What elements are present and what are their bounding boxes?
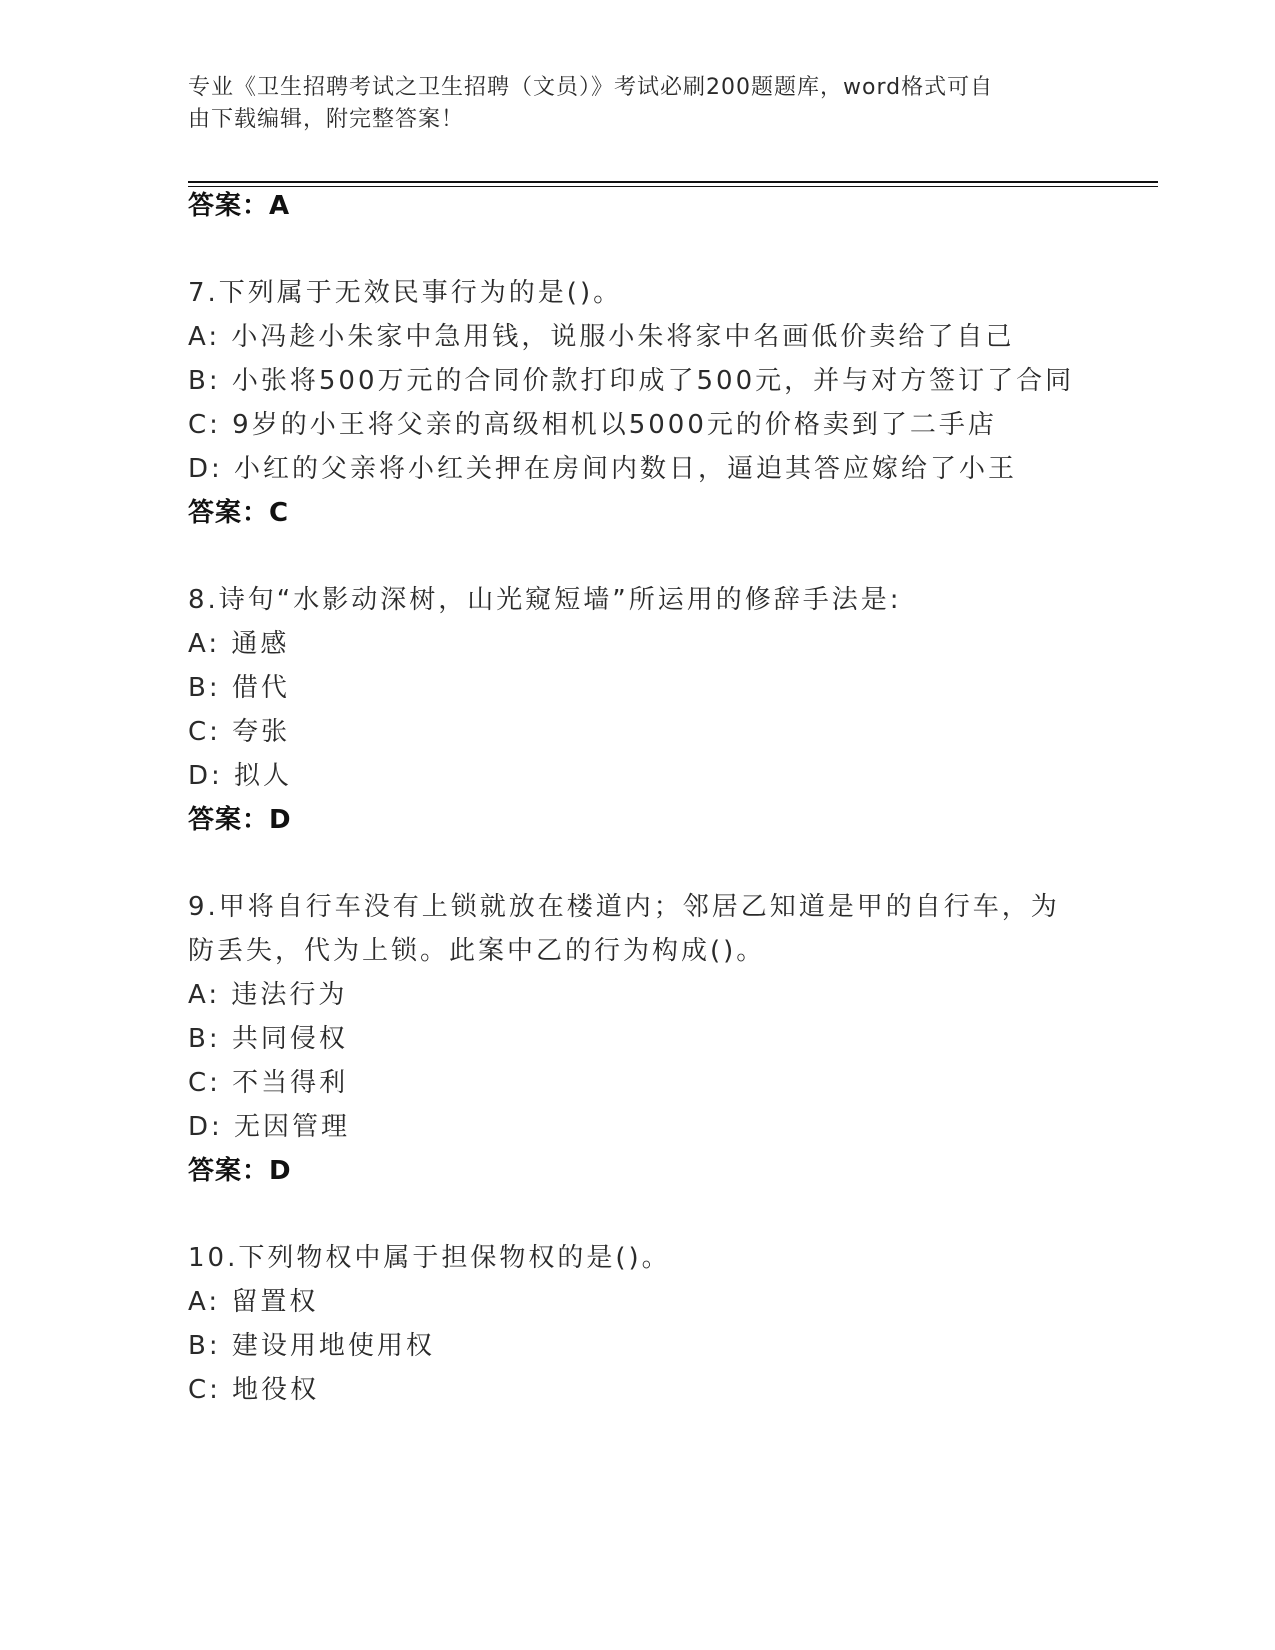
option-c: C: 9岁的小王将父亲的高级相机以5000元的价格卖到了二手店	[188, 410, 997, 440]
header-rule-thin	[188, 186, 1158, 187]
header-line-2: 由下载编辑，附完整答案！	[188, 107, 465, 132]
option-b: B: 建设用地使用权	[188, 1331, 435, 1361]
option-c: C: 不当得利	[188, 1068, 349, 1098]
option-a: A: 留置权	[188, 1287, 319, 1317]
question-stem: 10.下列物权中属于担保物权的是()。	[188, 1243, 671, 1273]
option-d: D: 无因管理	[188, 1112, 351, 1142]
option-a: A: 小冯趁小朱家中急用钱，说服小朱将家中名画低价卖给了自己	[188, 322, 1015, 352]
header-rule-thick	[188, 181, 1158, 183]
answer: 答案：D	[188, 1156, 292, 1186]
question-stem: 7.下列属于无效民事行为的是()。	[188, 278, 623, 308]
option-b: B: 借代	[188, 673, 290, 703]
option-a: A: 违法行为	[188, 980, 348, 1010]
option-b: B: 共同侵权	[188, 1024, 348, 1054]
header-line-1: 专业《卫生招聘考试之卫生招聘（文员）》考试必刷200题题库，word格式可自	[188, 75, 994, 100]
option-b: B: 小张将500万元的合同价款打印成了500元，并与对方签订了合同	[188, 366, 1075, 396]
option-d: D: 拟人	[188, 761, 293, 791]
answer: 答案：D	[188, 805, 292, 835]
option-c: C: 地役权	[188, 1375, 320, 1405]
option-c: C: 夸张	[188, 717, 291, 747]
document-header	[188, 72, 1068, 136]
question-stem-line-1: 9.甲将自行车没有上锁就放在楼道内；邻居乙知道是甲的自行车，为	[188, 892, 1060, 922]
question-stem-line-2: 防丢失，代为上锁。此案中乙的行为构成()。	[188, 936, 766, 966]
option-d: D: 小红的父亲将小红关押在房间内数日，逼迫其答应嫁给了小王	[188, 454, 1018, 484]
previous-answer: 答案：A	[188, 191, 291, 221]
answer: 答案：C	[188, 498, 290, 528]
option-a: A: 通感	[188, 629, 290, 659]
question-stem: 8.诗句“水影动深树，山光窥短墙”所运用的修辞手法是:	[188, 585, 902, 615]
